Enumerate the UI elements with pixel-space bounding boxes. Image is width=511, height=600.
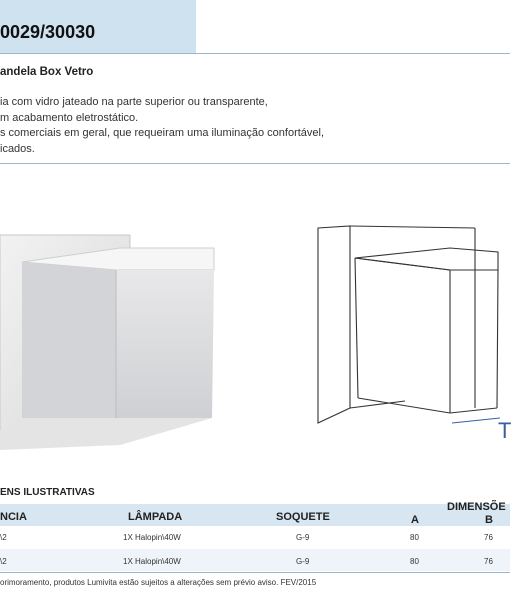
row-socket: G-9 xyxy=(296,533,310,542)
lamp-render-image xyxy=(0,210,230,470)
table-header xyxy=(0,504,510,526)
table-row xyxy=(0,549,510,571)
description-line: m acabamento eletrostático. xyxy=(0,111,139,124)
row-lamp: 1X Halopin\40W xyxy=(123,557,181,566)
description-line: s comerciais em geral, que requeiram uma iluminação confortável, xyxy=(0,127,325,139)
col-dim-a: A xyxy=(411,514,419,526)
col-dim-b: B xyxy=(485,514,493,526)
row-socket: G-9 xyxy=(296,557,310,566)
row-reference: \2 xyxy=(0,533,7,542)
row-dim-a: 80 xyxy=(410,557,419,566)
images-note: ENS ILUSTRATIVAS xyxy=(0,487,95,498)
col-socket: SOQUETE xyxy=(276,511,330,523)
table-bottom-divider xyxy=(0,572,510,573)
row-dim-b: 76 xyxy=(484,557,493,566)
header-divider xyxy=(0,53,510,54)
description-line: icados. xyxy=(0,142,35,155)
product-description xyxy=(0,95,324,157)
row-dim-a: 80 xyxy=(410,533,419,542)
col-reference: NCIA xyxy=(0,511,27,523)
description-line: ia com vidro jateado na parte superior ou transparente, xyxy=(0,96,268,108)
row-reference: \2 xyxy=(0,557,7,566)
table-row xyxy=(0,526,510,548)
product-code: 0029/30030 xyxy=(0,22,96,42)
lamp-technical-drawing xyxy=(310,218,510,458)
col-dimensions: DIMENSÕE xyxy=(447,501,506,513)
col-lamp: LÂMPADA xyxy=(128,511,183,523)
dimension-mark: T xyxy=(498,418,511,443)
row-dim-b: 76 xyxy=(484,533,493,542)
product-name: andela Box Vetro xyxy=(0,66,94,78)
description-divider xyxy=(0,163,510,164)
row-lamp: 1X Halopin\40W xyxy=(123,533,181,542)
footer-disclaimer: orimoramento, produtos Lumivita estão sujeitos a alterações sem prévio aviso. FEV/2015 xyxy=(0,578,317,587)
